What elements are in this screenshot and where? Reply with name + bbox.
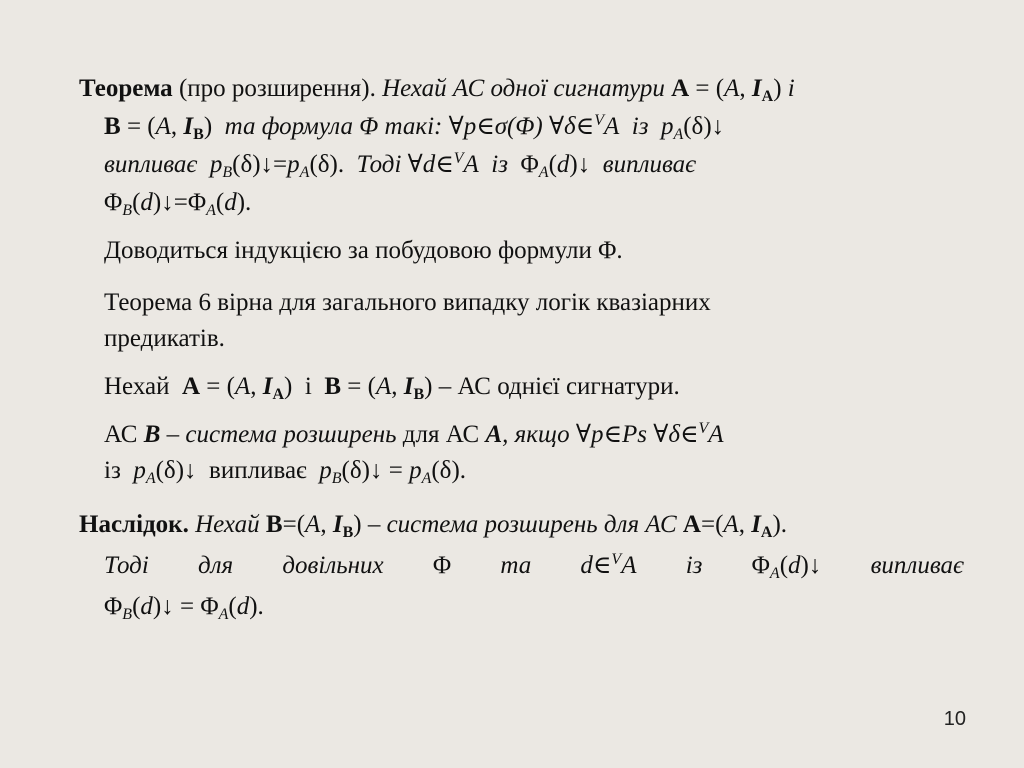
theorem-line-1	[79, 71, 795, 106]
formula-phiA-d: $\Phi_A(d)↓$	[751, 552, 822, 582]
word-for: для	[197, 552, 234, 579]
theorem-line-2: B = (A, $I_B$) та формула Φ такі: ∀p∈σ(Φ) ∀δ∈$^V$A із $p_A(\delta)↓$	[104, 112, 725, 143]
word-implies-4: випливає	[870, 552, 964, 579]
text-extension-system-2: – система розширень для АС	[367, 511, 677, 538]
word-then-2: Тоді	[104, 552, 149, 579]
word-let: Нехай	[104, 373, 170, 400]
formula-d-in-VA: d∈$^V$A	[580, 551, 637, 579]
corollary-label: Наслідок.	[79, 511, 189, 538]
corollary-line-1: Наслідок. Нехай B=(A, $I_B$) – система розширень для АС A=(A, $I_A$).	[79, 511, 788, 541]
word-implies-3: випливає	[209, 457, 307, 484]
para-ext-line-2: із $p_A(\delta)↓$ випливає $p_B(\delta)↓ = p_A(\delta)$.	[104, 457, 467, 487]
text-if-condition: , якщо ∀p∈Ps ∀δ∈	[502, 421, 699, 448]
text-same-signature: – АС однієї сигнатури.	[438, 373, 680, 400]
theorem-condition: та формула Φ такі: ∀p∈σ(Φ) ∀δ∈	[224, 113, 595, 140]
word-from-4: із	[685, 552, 703, 579]
theorem-line-3: випливає $p_B(\delta)↓=p_A(\delta)$. Тоді ∀d∈$^V$A із $\Phi_A(d)↓$ випливає	[104, 150, 697, 181]
word-from-3: із	[104, 457, 121, 484]
para-ext-line-1: АС B – система розширень для АС A, якщо ∀p∈Ps ∀δ∈$^V$A	[104, 420, 724, 448]
theorem-intro: Нехай АС одної сигнатури	[382, 75, 665, 102]
word-from: із	[631, 113, 649, 140]
text-extension-system: – система розширень	[166, 421, 397, 448]
word-and: і	[787, 75, 795, 102]
para-theorem6-line-1: Теорема 6 вірна для загального випадку логік квазіарних	[104, 289, 711, 316]
para-induction: Доводиться індукцією за побудовою формули Φ.	[104, 237, 623, 264]
theorem-line-4: $\Phi_B(d)↓=\Phi_A(d)$.	[104, 189, 252, 219]
theorem-paren: (про розширення).	[178, 75, 376, 102]
formula-B: B = (A, $I_B$)	[104, 113, 213, 143]
para-theorem6-line-2: предикатів.	[104, 325, 225, 352]
para-let: Нехай A = (A, $I_A$) і B = (A, $I_B$) – АС однієї сигнатури.	[104, 373, 680, 403]
text-for-as: для АС	[402, 421, 480, 448]
word-from-2: із	[491, 151, 508, 178]
word-let-2: Нехай	[195, 511, 260, 538]
symbol-phi: Φ	[432, 552, 452, 579]
formula-A: A = (A, $I_A$)	[671, 75, 782, 105]
corollary-line-2	[104, 548, 964, 583]
word-implies-2: випливає	[602, 151, 697, 178]
word-as: АС	[104, 421, 138, 448]
page-number: 10	[943, 708, 966, 730]
word-implies: випливає	[104, 151, 198, 178]
word-arbitrary: довільних	[282, 552, 384, 579]
word-and-2: і	[304, 373, 312, 400]
word-and-3: та	[500, 552, 532, 579]
formula-pA: $p_A(\delta)↓$	[660, 113, 725, 143]
theorem-label: Теорема	[79, 75, 173, 102]
corollary-line-3: $\Phi_B(d)↓ = \Phi_A(d)$.	[104, 593, 264, 623]
word-then: Тоді ∀d∈	[356, 151, 454, 178]
